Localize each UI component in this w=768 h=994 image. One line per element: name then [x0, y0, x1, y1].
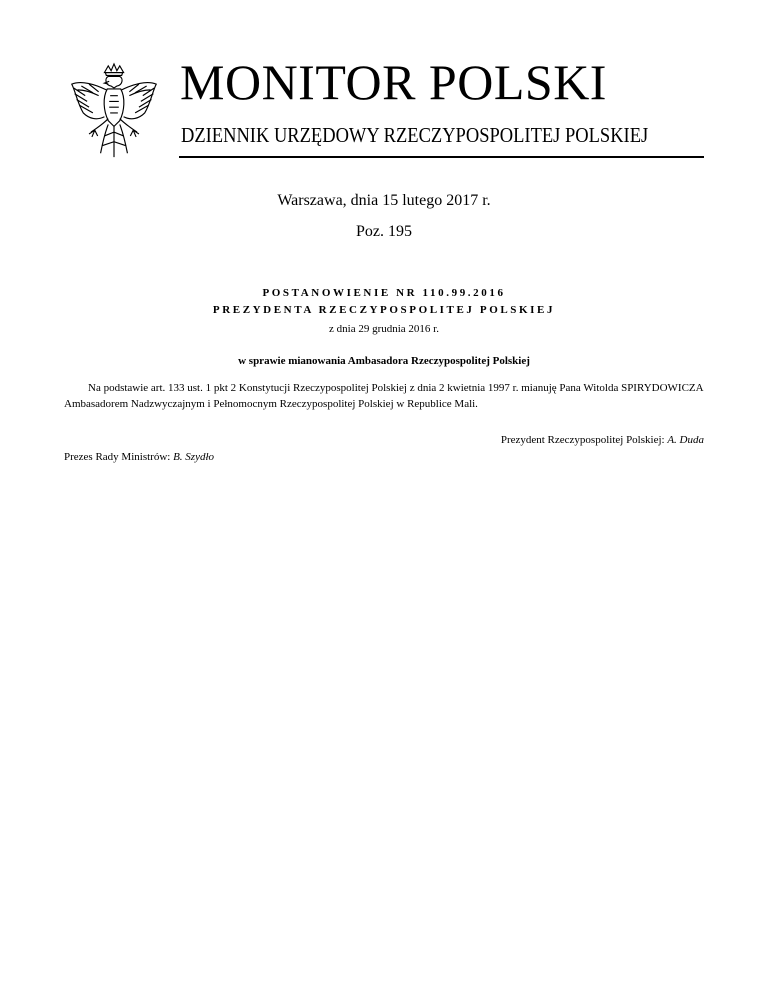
document-subject: w sprawie mianowania Ambasadora Rzeczypospolitej Polskiej	[238, 355, 530, 367]
prime-minister-signature	[64, 449, 214, 465]
publication-position: Poz. 195	[356, 223, 412, 240]
document-body	[64, 380, 704, 412]
document-date: z dnia 29 grudnia 2016 r.	[329, 323, 439, 335]
president-signature-name: A. Duda	[667, 434, 704, 446]
president-signature-label: Prezydent Rzeczypospolitej Polskiej:	[500, 434, 668, 446]
body-paragraph: Na podstawie art. 133 ust. 1 pkt 2 Konstytucji Rzeczypospolitej Polskiej z dnia 2 kwietnia 1997 r. mianuję Pana Witolda SPIRYDOWICZA Ambasadorem Nadzwyczajnym i Pełnomocnym Rzeczypospolitej Polskiej w Republice Mali.	[64, 382, 703, 410]
masthead-title: MONITOR POLSKI	[180, 54, 607, 110]
president-signature	[501, 432, 704, 448]
document-issuer: PREZYDENTA RZECZYPOSPOLITEJ POLSKIEJ	[212, 304, 556, 316]
masthead-divider	[179, 156, 704, 158]
publication-date: Warszawa, dnia 15 lutego 2017 r.	[277, 192, 491, 209]
prime-minister-signature-label: Prezes Rady Ministrów:	[64, 451, 174, 463]
masthead-subtitle: DZIENNIK URZĘDOWY RZECZYPOSPOLITEJ POLSKIEJ	[181, 123, 649, 147]
polish-eagle-emblem-icon	[66, 62, 162, 160]
prime-minister-signature-name: B. Szydło	[173, 451, 215, 463]
document-type: POSTANOWIENIE NR 110.99.2016	[262, 287, 506, 299]
